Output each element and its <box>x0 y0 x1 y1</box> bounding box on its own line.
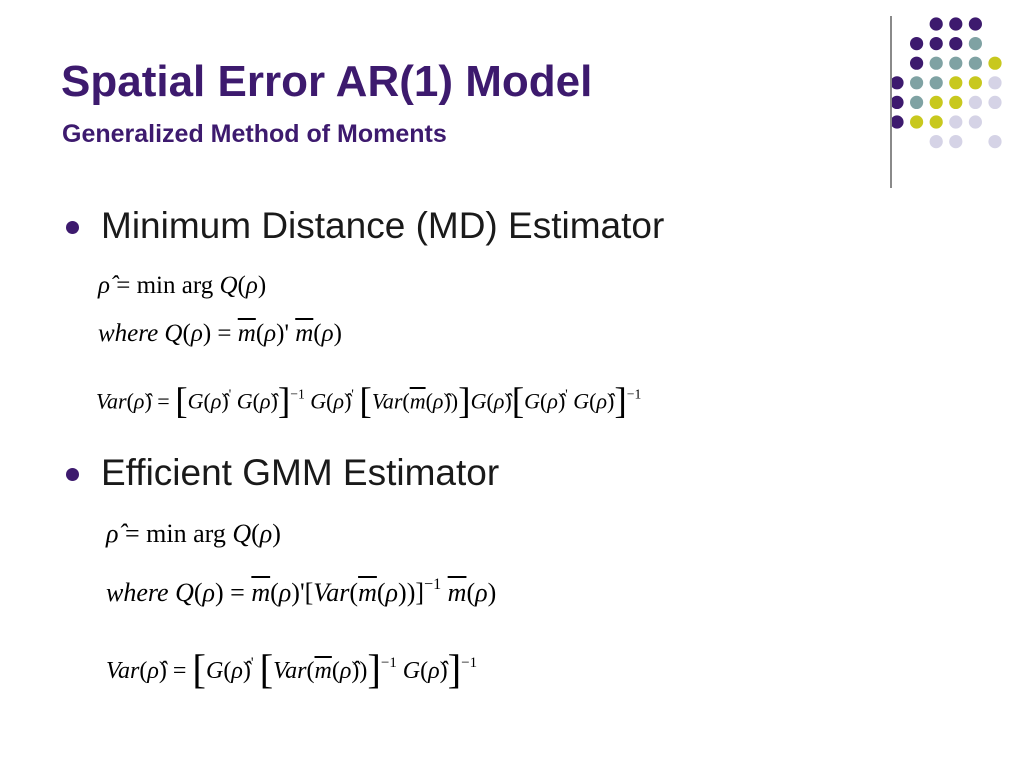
decorative-dot <box>969 76 982 89</box>
decorative-dot <box>969 57 982 70</box>
decorative-dot <box>930 96 943 109</box>
decorative-dot <box>969 37 982 50</box>
equation-md-variance: Var(ρ̂) = [G(ρ̂)' G(ρ̂)]$^{-1}$ G(ρ̂)' $[Var(\overline{m}(\rhô))]G(\rhô)[G(\rhô)'$ G(ρ̂)]$^{-1}$ <box>96 381 642 422</box>
decorative-dot <box>969 115 982 128</box>
decorative-dot <box>910 76 923 89</box>
decorative-dot <box>890 76 903 89</box>
decorative-dot <box>969 17 982 30</box>
decorative-dot <box>910 37 923 50</box>
decorative-dot <box>988 57 1001 70</box>
decorative-dot <box>890 115 903 128</box>
decorative-dot <box>949 96 962 109</box>
decorative-dot <box>949 76 962 89</box>
bullet-dot-icon <box>66 221 79 234</box>
decorative-dot <box>890 96 903 109</box>
equation-md-q-definition: where $Q(\rho) = \overline{m}(\rho)'$ $\overline{m}(\rho)$ <box>98 320 342 347</box>
equation-gmm-variance: Var(ρ̂) = [G(ρ̂)' $[Var(\overline{m}(\rhô))]^{-1}$ G(ρ̂)]$^{-1}$ <box>106 647 478 692</box>
decorative-dot <box>949 115 962 128</box>
decorative-dot <box>988 135 1001 148</box>
equation-gmm-q-definition: where $Q(\rho) = \overline{m}(\rho)'[Var(\overline{m}(\rho))]^{-1}$ $\overline{m}(\rho)$ <box>106 576 497 608</box>
decorative-dot <box>910 96 923 109</box>
decorative-dot <box>910 115 923 128</box>
decorative-dot <box>930 76 943 89</box>
decorative-dot <box>949 57 962 70</box>
decorative-dot <box>930 115 943 128</box>
header-divider-line <box>890 16 892 188</box>
decorative-dot <box>949 37 962 50</box>
equation-md-rho-hat: ρ̂ = min arg Q(ρ) <box>98 272 267 299</box>
slide-title: Spatial Error AR(1) Model <box>61 57 593 106</box>
decorative-dot <box>910 57 923 70</box>
section-heading-efficient-gmm: Efficient GMM Estimator <box>101 452 500 493</box>
equation-gmm-rho-hat: ρ̂ = min arg Q(ρ) <box>106 519 281 548</box>
decorative-dot <box>969 96 982 109</box>
decorative-dot <box>930 135 943 148</box>
decorative-dot <box>930 37 943 50</box>
decorative-dot <box>988 96 1001 109</box>
decorative-dot <box>949 17 962 30</box>
bullet-dot-icon <box>66 468 79 481</box>
slide-subtitle: Generalized Method of Moments <box>62 120 447 148</box>
decorative-dot <box>988 76 1001 89</box>
decorative-dot <box>949 135 962 148</box>
decorative-dot <box>930 57 943 70</box>
section-heading-md-estimator: Minimum Distance (MD) Estimator <box>101 205 665 246</box>
decorative-dot <box>930 17 943 30</box>
